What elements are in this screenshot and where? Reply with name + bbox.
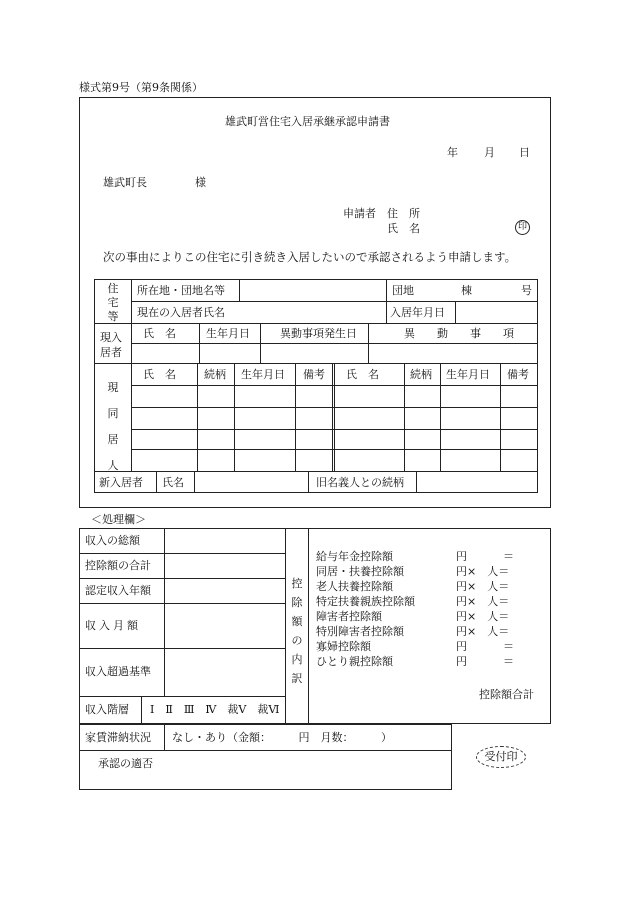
- deduction-item-name: 老人扶養控除額: [316, 580, 393, 593]
- current-occupant-label: 現入居者: [100, 331, 122, 359]
- deduction-item-eq: ＝: [503, 655, 514, 668]
- move-in-date-label: 入居年月日: [390, 306, 445, 319]
- cohab-col-name-2: 氏 名: [346, 368, 379, 381]
- total-income-label: 収入の総額: [85, 534, 140, 547]
- deduction-item-name: 障害者控除額: [316, 610, 382, 623]
- processing-header: ＜処理欄＞: [91, 513, 146, 526]
- relation-to-former-label: 旧名義人との続柄: [316, 476, 404, 489]
- deduction-item-eq: ＝: [503, 640, 514, 653]
- income-class-values: Ⅰ Ⅱ Ⅲ Ⅳ 裁Ⅴ 裁Ⅵ: [150, 703, 280, 716]
- applicant-address: 住 所: [387, 207, 420, 220]
- applicant-name: 氏 名: [387, 222, 420, 235]
- form-title: 雄武町営住宅入居承継承認申請書: [225, 115, 390, 128]
- deduction-item-name: 特別障害者控除額: [316, 625, 404, 638]
- income-class-label: 収入階層: [85, 703, 129, 716]
- rent-arrears-value: なし・あり（金額： 円 月数： ）: [172, 731, 392, 744]
- deduction-item-unit: 円× 人＝: [456, 565, 510, 578]
- location-label: 所在地・団地名等: [137, 284, 225, 297]
- cohab-col-birth-1: 生年月日: [241, 368, 285, 381]
- receipt-stamp: 受付印: [476, 746, 526, 768]
- cohabitants-label: 現同居人: [107, 381, 119, 472]
- deduction-item-unit: 円: [456, 550, 467, 563]
- deduction-item-name: 同居・扶養控除額: [316, 565, 404, 578]
- cohab-col-relation-1: 続柄: [204, 368, 226, 381]
- current-resident-label: 現在の入居者氏名: [137, 306, 225, 319]
- deduction-item-eq: ＝: [503, 550, 514, 563]
- cohab-col-note-1: 備考: [303, 368, 325, 381]
- housing-section-label: 住宅等: [107, 282, 119, 323]
- addressee-honorific: 様: [195, 176, 206, 189]
- deduction-total-label: 控除額合計: [479, 688, 534, 701]
- date-day: 日: [519, 146, 530, 159]
- rent-arrears-label: 家賃滞納状況: [85, 731, 151, 744]
- applicant-label: 申請者: [343, 207, 376, 220]
- cohab-col-note-2: 備考: [507, 368, 529, 381]
- deduction-item-name: 寡婦控除額: [316, 640, 371, 653]
- new-resident-label: 新入居者: [99, 476, 143, 489]
- estate-label: 団地: [392, 284, 414, 297]
- cohab-col-birth-2: 生年月日: [446, 368, 490, 381]
- occupant-col-birth: 生年月日: [206, 327, 250, 340]
- cohab-col-relation-2: 続柄: [410, 368, 432, 381]
- deduction-item-unit: 円: [456, 655, 467, 668]
- new-resident-name-label: 氏名: [162, 476, 184, 489]
- building-label: 棟: [461, 284, 472, 297]
- date-year: 年: [447, 146, 458, 159]
- deduction-sum-label: 控除額の合計: [85, 559, 151, 572]
- addressee-name: 雄武町長: [103, 176, 147, 189]
- certified-income-label: 認定収入年額: [85, 584, 151, 597]
- monthly-income-label: 収入月額: [85, 619, 141, 632]
- date-month: 月: [484, 146, 495, 159]
- deduction-breakdown-label: 控除額の内訳: [291, 577, 303, 685]
- deduction-item-name: 給与年金控除額: [316, 550, 393, 563]
- deduction-item-unit: 円× 人＝: [456, 595, 510, 608]
- income-excess-label: 収入超過基準: [85, 665, 151, 678]
- approval-label: 承認の適否: [98, 757, 153, 770]
- deduction-item-unit: 円× 人＝: [456, 625, 510, 638]
- unit-label: 号: [521, 284, 532, 297]
- deduction-item-unit: 円× 人＝: [456, 580, 510, 593]
- deduction-item-unit: 円× 人＝: [456, 610, 510, 623]
- deduction-item-unit: 円: [456, 640, 467, 653]
- occupant-col-change-date: 異動事項発生日: [280, 327, 357, 340]
- deduction-item-name: 特定扶養親族控除額: [316, 595, 415, 608]
- deduction-item-name: ひとり親控除額: [316, 655, 393, 668]
- statement: 次の事由によりこの住宅に引き続き入居したいので承認されるよう申請します。: [103, 250, 517, 264]
- cohab-col-name-1: 氏 名: [143, 368, 176, 381]
- form-number: 様式第9号（第9条関係）: [79, 81, 203, 94]
- occupant-col-change-item: 異 動 事 項: [404, 327, 514, 340]
- seal-mark: 印: [515, 220, 530, 235]
- occupant-col-name: 氏 名: [143, 327, 176, 340]
